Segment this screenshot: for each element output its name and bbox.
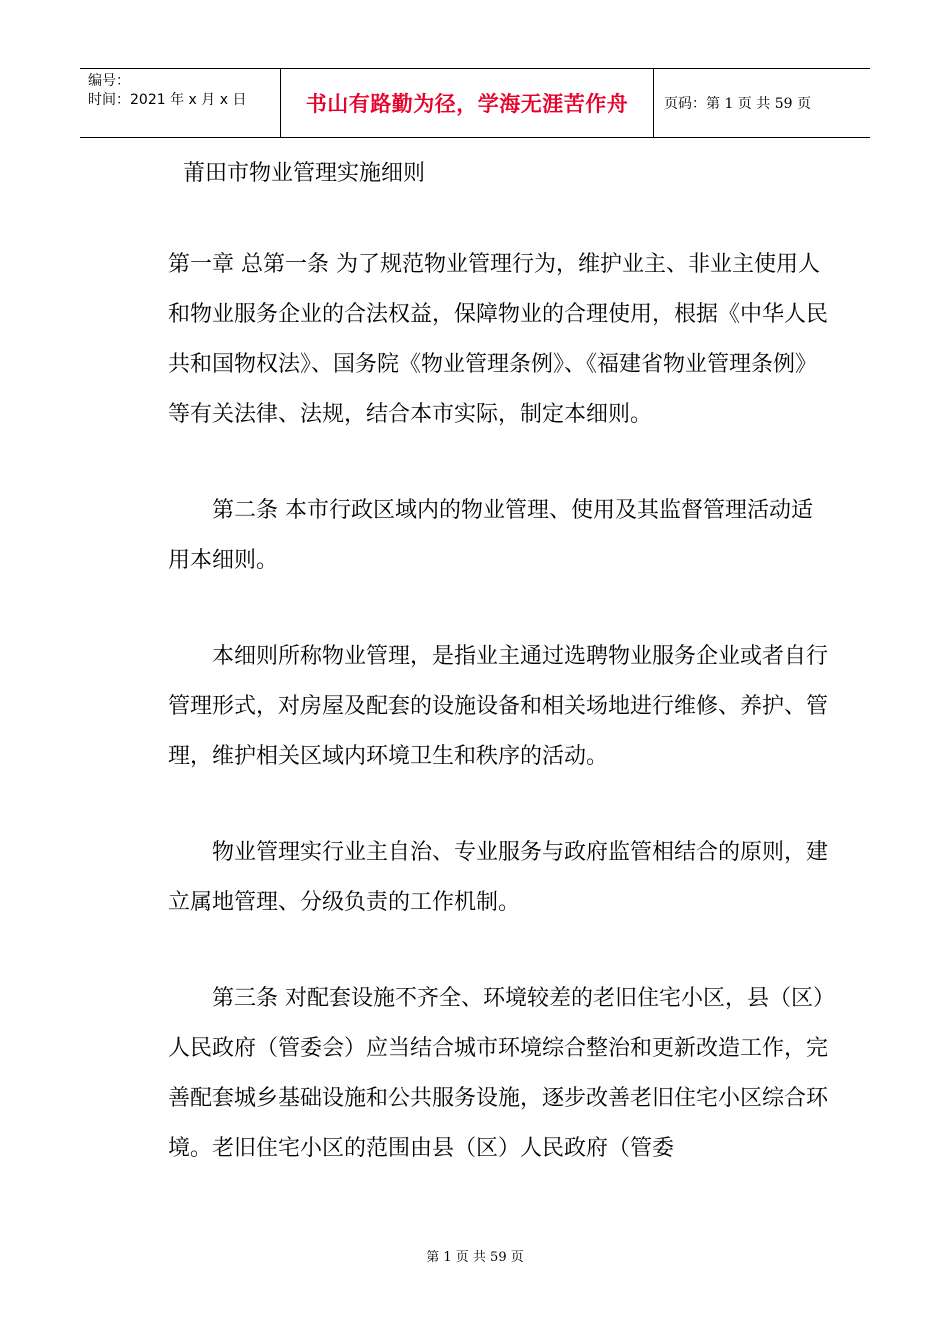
number-label: 编号： — [88, 73, 130, 89]
document-title: 莆田市物业管理实施细则 — [183, 161, 426, 186]
paragraph-definition: 本细则所称物业管理，是指业主通过选聘物业服务企业或者自行管理形式，对房屋及配套的设施设备和相关场地进行维修、养护、管理，维护相关区域内环境卫生和秩序的活动。 — [168, 644, 829, 769]
page-footer: 第 1 页 共 59 页 — [426, 1250, 524, 1265]
header-page-info: 页码：第 1 页 共 59 页 — [664, 96, 811, 112]
header-motto-cell — [281, 69, 654, 137]
header-motto: 书山有路勤为径，学海无涯苦作舟 — [305, 91, 629, 116]
document-header — [80, 68, 870, 138]
paragraph-article-3: 第三条 对配套设施不齐全、环境较差的老旧住宅小区，县（区）人民政府（管委会）应当结合城市环境综合整治和更新改造工作，完善配套城乡基础设施和公共服务设施，逐步改善老旧住宅小区综合环境。老旧住宅小区的范围由县（区）人民政府（管委 — [168, 986, 829, 1161]
time-label: 时间：2021 年 x 月 x 日 — [88, 92, 247, 108]
document-body — [168, 240, 833, 1220]
header-page-info-cell — [654, 69, 870, 137]
header-meta — [80, 69, 281, 137]
paragraph-chapter-1-article-1: 第一章 总第一条 为了规范物业管理行为，维护业主、非业主使用人和物业服务企业的合法权益，保障物业的合理使用，根据《中华人民共和国物权法》、国务院《物业管理条例》、《福建省物业管理条例》等有关法律、法规，结合本市实际，制定本细则。 — [168, 252, 829, 427]
paragraph-principle: 物业管理实行业主自治、专业服务与政府监管相结合的原则，建立属地管理、分级负责的工作机制。 — [168, 840, 829, 915]
paragraph-article-2: 第二条 本市行政区域内的物业管理、使用及其监督管理活动适用本细则。 — [168, 498, 813, 573]
